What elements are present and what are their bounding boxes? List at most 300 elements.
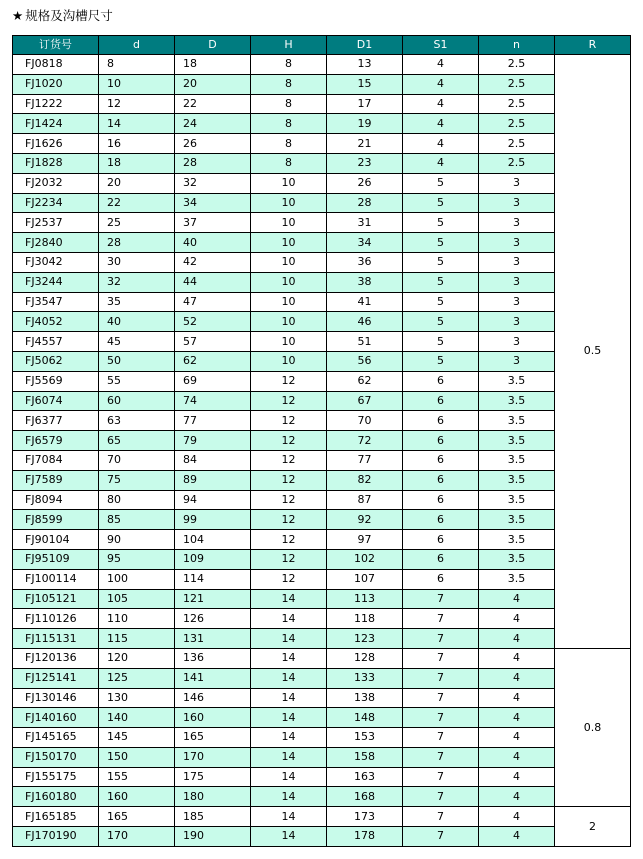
table-cell: 105 xyxy=(99,589,175,609)
table-cell: 4 xyxy=(403,74,479,94)
table-cell: 148 xyxy=(327,708,403,728)
table-cell: 3 xyxy=(479,351,555,371)
table-cell: 185 xyxy=(175,807,251,827)
table-cell: 14 xyxy=(99,114,175,134)
table-row xyxy=(13,431,631,451)
table-cell: 140 xyxy=(99,708,175,728)
table-cell: 114 xyxy=(175,569,251,589)
table-cell: 32 xyxy=(99,272,175,292)
order-no-cell: FJ6377 xyxy=(13,411,99,431)
order-no-cell: FJ150170 xyxy=(13,747,99,767)
col-d: d xyxy=(99,36,175,55)
table-row xyxy=(13,55,631,75)
table-row xyxy=(13,252,631,272)
table-row xyxy=(13,648,631,668)
table-cell: 90 xyxy=(99,530,175,550)
table-cell: 23 xyxy=(327,153,403,173)
table-cell: 8 xyxy=(251,55,327,75)
table-cell: 14 xyxy=(251,668,327,688)
order-no-cell: FJ3042 xyxy=(13,252,99,272)
order-no-cell: FJ7589 xyxy=(13,470,99,490)
table-cell: 32 xyxy=(175,173,251,193)
table-cell: 5 xyxy=(403,292,479,312)
table-cell: 10 xyxy=(251,272,327,292)
order-no-cell: FJ1020 xyxy=(13,74,99,94)
table-cell: 69 xyxy=(175,371,251,391)
table-cell: 3 xyxy=(479,173,555,193)
order-no-cell: FJ5569 xyxy=(13,371,99,391)
table-cell: 14 xyxy=(251,767,327,787)
table-cell: 12 xyxy=(251,411,327,431)
table-cell: 14 xyxy=(251,629,327,649)
table-cell: 4 xyxy=(479,787,555,807)
table-row xyxy=(13,332,631,352)
table-cell: 12 xyxy=(251,510,327,530)
table-row xyxy=(13,213,631,233)
order-no-cell: FJ165185 xyxy=(13,807,99,827)
table-cell: 6 xyxy=(403,470,479,490)
table-cell: 7 xyxy=(403,827,479,847)
table-row xyxy=(13,74,631,94)
table-cell: 165 xyxy=(175,728,251,748)
table-row xyxy=(13,312,631,332)
table-row xyxy=(13,530,631,550)
table-cell: 18 xyxy=(175,55,251,75)
table-row xyxy=(13,609,631,629)
table-cell: 10 xyxy=(251,252,327,272)
table-cell: 3 xyxy=(479,332,555,352)
table-cell: 4 xyxy=(479,827,555,847)
table-cell: 130 xyxy=(99,688,175,708)
table-cell: 14 xyxy=(251,708,327,728)
table-cell: 115 xyxy=(99,629,175,649)
table-cell: 45 xyxy=(99,332,175,352)
table-cell: 4 xyxy=(479,767,555,787)
table-cell: 26 xyxy=(327,173,403,193)
table-cell: 31 xyxy=(327,213,403,233)
order-no-cell: FJ115131 xyxy=(13,629,99,649)
r-value-cell: 0.5 xyxy=(555,55,631,649)
table-cell: 24 xyxy=(175,114,251,134)
table-row xyxy=(13,668,631,688)
table-cell: 6 xyxy=(403,431,479,451)
table-row xyxy=(13,193,631,213)
table-cell: 3 xyxy=(479,252,555,272)
table-cell: 178 xyxy=(327,827,403,847)
table-cell: 28 xyxy=(327,193,403,213)
table-cell: 52 xyxy=(175,312,251,332)
table-cell: 36 xyxy=(327,252,403,272)
table-cell: 85 xyxy=(99,510,175,530)
table-cell: 5 xyxy=(403,193,479,213)
table-cell: 47 xyxy=(175,292,251,312)
table-cell: 60 xyxy=(99,391,175,411)
table-cell: 77 xyxy=(175,411,251,431)
table-cell: 57 xyxy=(175,332,251,352)
table-cell: 70 xyxy=(327,411,403,431)
table-cell: 14 xyxy=(251,827,327,847)
order-no-cell: FJ3547 xyxy=(13,292,99,312)
table-cell: 14 xyxy=(251,648,327,668)
table-cell: 62 xyxy=(327,371,403,391)
table-cell: 25 xyxy=(99,213,175,233)
order-no-cell: FJ6074 xyxy=(13,391,99,411)
order-no-cell: FJ120136 xyxy=(13,648,99,668)
table-cell: 4 xyxy=(403,134,479,154)
table-cell: 89 xyxy=(175,470,251,490)
table-cell: 7 xyxy=(403,629,479,649)
table-cell: 12 xyxy=(251,569,327,589)
table-cell: 55 xyxy=(99,371,175,391)
table-cell: 17 xyxy=(327,94,403,114)
table-cell: 4 xyxy=(479,747,555,767)
table-cell: 16 xyxy=(99,134,175,154)
table-cell: 14 xyxy=(251,747,327,767)
table-cell: 120 xyxy=(99,648,175,668)
table-cell: 12 xyxy=(251,371,327,391)
order-no-cell: FJ1828 xyxy=(13,153,99,173)
table-cell: 79 xyxy=(175,431,251,451)
table-row xyxy=(13,134,631,154)
table-cell: 168 xyxy=(327,787,403,807)
table-cell: 56 xyxy=(327,351,403,371)
r-value-cell: 0.8 xyxy=(555,648,631,806)
order-no-cell: FJ170190 xyxy=(13,827,99,847)
table-cell: 3 xyxy=(479,312,555,332)
table-cell: 14 xyxy=(251,787,327,807)
table-cell: 65 xyxy=(99,431,175,451)
table-cell: 37 xyxy=(175,213,251,233)
table-cell: 8 xyxy=(99,55,175,75)
table-cell: 4 xyxy=(479,589,555,609)
table-row xyxy=(13,450,631,470)
table-header xyxy=(13,36,631,55)
order-no-cell: FJ8094 xyxy=(13,490,99,510)
table-cell: 175 xyxy=(175,767,251,787)
table-cell: 10 xyxy=(251,351,327,371)
table-row xyxy=(13,173,631,193)
table-cell: 14 xyxy=(251,688,327,708)
table-cell: 3.5 xyxy=(479,569,555,589)
table-cell: 14 xyxy=(251,589,327,609)
table-cell: 3.5 xyxy=(479,470,555,490)
table-cell: 22 xyxy=(99,193,175,213)
table-cell: 14 xyxy=(251,728,327,748)
col-D: D xyxy=(175,36,251,55)
col-n: n xyxy=(479,36,555,55)
table-cell: 3 xyxy=(479,292,555,312)
table-cell: 4 xyxy=(479,807,555,827)
order-no-cell: FJ2840 xyxy=(13,233,99,253)
table-cell: 80 xyxy=(99,490,175,510)
table-cell: 8 xyxy=(251,153,327,173)
order-no-cell: FJ7084 xyxy=(13,450,99,470)
table-cell: 2.5 xyxy=(479,94,555,114)
table-cell: 74 xyxy=(175,391,251,411)
r-value-cell: 2 xyxy=(555,807,631,847)
table-cell: 38 xyxy=(327,272,403,292)
table-cell: 7 xyxy=(403,589,479,609)
table-cell: 2.5 xyxy=(479,134,555,154)
table-cell: 97 xyxy=(327,530,403,550)
table-cell: 7 xyxy=(403,728,479,748)
table-cell: 118 xyxy=(327,609,403,629)
table-row xyxy=(13,787,631,807)
table-cell: 163 xyxy=(327,767,403,787)
table-cell: 4 xyxy=(479,708,555,728)
order-no-cell: FJ95109 xyxy=(13,549,99,569)
table-cell: 3 xyxy=(479,272,555,292)
table-cell: 4 xyxy=(479,668,555,688)
table-cell: 7 xyxy=(403,767,479,787)
order-no-cell: FJ100114 xyxy=(13,569,99,589)
table-cell: 12 xyxy=(251,549,327,569)
table-cell: 5 xyxy=(403,312,479,332)
table-cell: 3.5 xyxy=(479,431,555,451)
table-cell: 30 xyxy=(99,252,175,272)
table-cell: 102 xyxy=(327,549,403,569)
table-cell: 107 xyxy=(327,569,403,589)
table-cell: 77 xyxy=(327,450,403,470)
table-cell: 6 xyxy=(403,450,479,470)
table-cell: 6 xyxy=(403,411,479,431)
table-row xyxy=(13,153,631,173)
table-row xyxy=(13,391,631,411)
table-row xyxy=(13,510,631,530)
order-no-cell: FJ2537 xyxy=(13,213,99,233)
table-cell: 8 xyxy=(251,114,327,134)
table-cell: 42 xyxy=(175,252,251,272)
table-cell: 34 xyxy=(327,233,403,253)
table-cell: 6 xyxy=(403,391,479,411)
table-cell: 10 xyxy=(251,213,327,233)
table-cell: 6 xyxy=(403,371,479,391)
table-cell: 40 xyxy=(99,312,175,332)
table-cell: 3.5 xyxy=(479,450,555,470)
table-row xyxy=(13,292,631,312)
table-cell: 22 xyxy=(175,94,251,114)
table-cell: 14 xyxy=(251,609,327,629)
table-cell: 113 xyxy=(327,589,403,609)
table-cell: 170 xyxy=(175,747,251,767)
table-cell: 4 xyxy=(479,648,555,668)
table-cell: 28 xyxy=(175,153,251,173)
table-cell: 5 xyxy=(403,233,479,253)
table-cell: 109 xyxy=(175,549,251,569)
order-no-cell: FJ0818 xyxy=(13,55,99,75)
table-cell: 6 xyxy=(403,510,479,530)
table-cell: 138 xyxy=(327,688,403,708)
table-cell: 40 xyxy=(175,233,251,253)
table-cell: 136 xyxy=(175,648,251,668)
col-D1: D1 xyxy=(327,36,403,55)
table-cell: 3 xyxy=(479,193,555,213)
table-cell: 180 xyxy=(175,787,251,807)
order-no-cell: FJ6579 xyxy=(13,431,99,451)
table-cell: 126 xyxy=(175,609,251,629)
table-row xyxy=(13,747,631,767)
table-cell: 8 xyxy=(251,74,327,94)
order-no-cell: FJ155175 xyxy=(13,767,99,787)
table-cell: 10 xyxy=(251,292,327,312)
table-row xyxy=(13,629,631,649)
col-S1: S1 xyxy=(403,36,479,55)
table-cell: 92 xyxy=(327,510,403,530)
table-cell: 26 xyxy=(175,134,251,154)
table-cell: 165 xyxy=(99,807,175,827)
table-cell: 95 xyxy=(99,549,175,569)
order-no-cell: FJ2032 xyxy=(13,173,99,193)
table-cell: 67 xyxy=(327,391,403,411)
table-row xyxy=(13,549,631,569)
table-cell: 12 xyxy=(99,94,175,114)
table-cell: 35 xyxy=(99,292,175,312)
order-no-cell: FJ1222 xyxy=(13,94,99,114)
order-no-cell: FJ90104 xyxy=(13,530,99,550)
table-row xyxy=(13,94,631,114)
order-no-cell: FJ8599 xyxy=(13,510,99,530)
table-cell: 4 xyxy=(403,94,479,114)
table-cell: 3.5 xyxy=(479,490,555,510)
table-cell: 7 xyxy=(403,609,479,629)
table-cell: 10 xyxy=(99,74,175,94)
order-no-cell: FJ140160 xyxy=(13,708,99,728)
table-cell: 7 xyxy=(403,708,479,728)
table-cell: 63 xyxy=(99,411,175,431)
table-cell: 10 xyxy=(251,332,327,352)
table-body xyxy=(13,55,631,847)
table-row xyxy=(13,351,631,371)
table-row xyxy=(13,114,631,134)
table-cell: 18 xyxy=(99,153,175,173)
order-no-cell: FJ5062 xyxy=(13,351,99,371)
table-cell: 158 xyxy=(327,747,403,767)
table-cell: 10 xyxy=(251,193,327,213)
table-cell: 10 xyxy=(251,233,327,253)
table-cell: 121 xyxy=(175,589,251,609)
col-R: R xyxy=(555,36,631,55)
order-no-cell: FJ145165 xyxy=(13,728,99,748)
table-cell: 44 xyxy=(175,272,251,292)
table-cell: 173 xyxy=(327,807,403,827)
table-cell: 5 xyxy=(403,272,479,292)
table-cell: 62 xyxy=(175,351,251,371)
table-cell: 7 xyxy=(403,668,479,688)
table-cell: 12 xyxy=(251,391,327,411)
table-cell: 7 xyxy=(403,747,479,767)
table-cell: 51 xyxy=(327,332,403,352)
table-cell: 110 xyxy=(99,609,175,629)
table-cell: 4 xyxy=(479,629,555,649)
table-cell: 15 xyxy=(327,74,403,94)
table-cell: 12 xyxy=(251,470,327,490)
table-cell: 87 xyxy=(327,490,403,510)
table-cell: 6 xyxy=(403,569,479,589)
table-cell: 14 xyxy=(251,807,327,827)
table-cell: 50 xyxy=(99,351,175,371)
table-cell: 104 xyxy=(175,530,251,550)
table-cell: 10 xyxy=(251,173,327,193)
table-row xyxy=(13,569,631,589)
table-row xyxy=(13,371,631,391)
table-cell: 46 xyxy=(327,312,403,332)
table-cell: 4 xyxy=(403,153,479,173)
table-row xyxy=(13,411,631,431)
table-cell: 21 xyxy=(327,134,403,154)
table-cell: 3.5 xyxy=(479,391,555,411)
table-cell: 3.5 xyxy=(479,371,555,391)
order-no-cell: FJ160180 xyxy=(13,787,99,807)
table-row xyxy=(13,272,631,292)
table-cell: 5 xyxy=(403,332,479,352)
table-row xyxy=(13,490,631,510)
table-cell: 6 xyxy=(403,549,479,569)
table-cell: 3 xyxy=(479,233,555,253)
order-no-cell: FJ1626 xyxy=(13,134,99,154)
table-cell: 190 xyxy=(175,827,251,847)
table-cell: 7 xyxy=(403,787,479,807)
section-title xyxy=(12,6,113,26)
table-row xyxy=(13,589,631,609)
table-cell: 20 xyxy=(175,74,251,94)
order-no-cell: FJ3244 xyxy=(13,272,99,292)
table-cell: 6 xyxy=(403,490,479,510)
table-cell: 4 xyxy=(403,55,479,75)
table-cell: 7 xyxy=(403,807,479,827)
table-cell: 3.5 xyxy=(479,411,555,431)
table-cell: 6 xyxy=(403,530,479,550)
order-no-cell: FJ110126 xyxy=(13,609,99,629)
table-row xyxy=(13,807,631,827)
table-cell: 13 xyxy=(327,55,403,75)
table-cell: 10 xyxy=(251,312,327,332)
table-cell: 84 xyxy=(175,450,251,470)
table-cell: 160 xyxy=(175,708,251,728)
table-cell: 146 xyxy=(175,688,251,708)
table-cell: 4 xyxy=(479,688,555,708)
table-cell: 70 xyxy=(99,450,175,470)
table-row xyxy=(13,233,631,253)
table-cell: 41 xyxy=(327,292,403,312)
section-title-text: 规格及沟槽尺寸 xyxy=(25,8,113,23)
table-cell: 2.5 xyxy=(479,55,555,75)
table-cell: 12 xyxy=(251,450,327,470)
table-cell: 34 xyxy=(175,193,251,213)
table-cell: 20 xyxy=(99,173,175,193)
table-cell: 170 xyxy=(99,827,175,847)
table-cell: 28 xyxy=(99,233,175,253)
table-row xyxy=(13,827,631,847)
table-cell: 131 xyxy=(175,629,251,649)
order-no-cell: FJ125141 xyxy=(13,668,99,688)
table-cell: 5 xyxy=(403,351,479,371)
table-cell: 150 xyxy=(99,747,175,767)
order-no-cell: FJ130146 xyxy=(13,688,99,708)
order-no-cell: FJ2234 xyxy=(13,193,99,213)
table-cell: 4 xyxy=(479,609,555,629)
table-cell: 12 xyxy=(251,490,327,510)
table-row xyxy=(13,688,631,708)
table-cell: 160 xyxy=(99,787,175,807)
order-no-cell: FJ105121 xyxy=(13,589,99,609)
table-cell: 94 xyxy=(175,490,251,510)
table-cell: 5 xyxy=(403,173,479,193)
table-cell: 155 xyxy=(99,767,175,787)
table-row xyxy=(13,708,631,728)
table-cell: 133 xyxy=(327,668,403,688)
table-cell: 4 xyxy=(479,728,555,748)
order-no-cell: FJ4557 xyxy=(13,332,99,352)
